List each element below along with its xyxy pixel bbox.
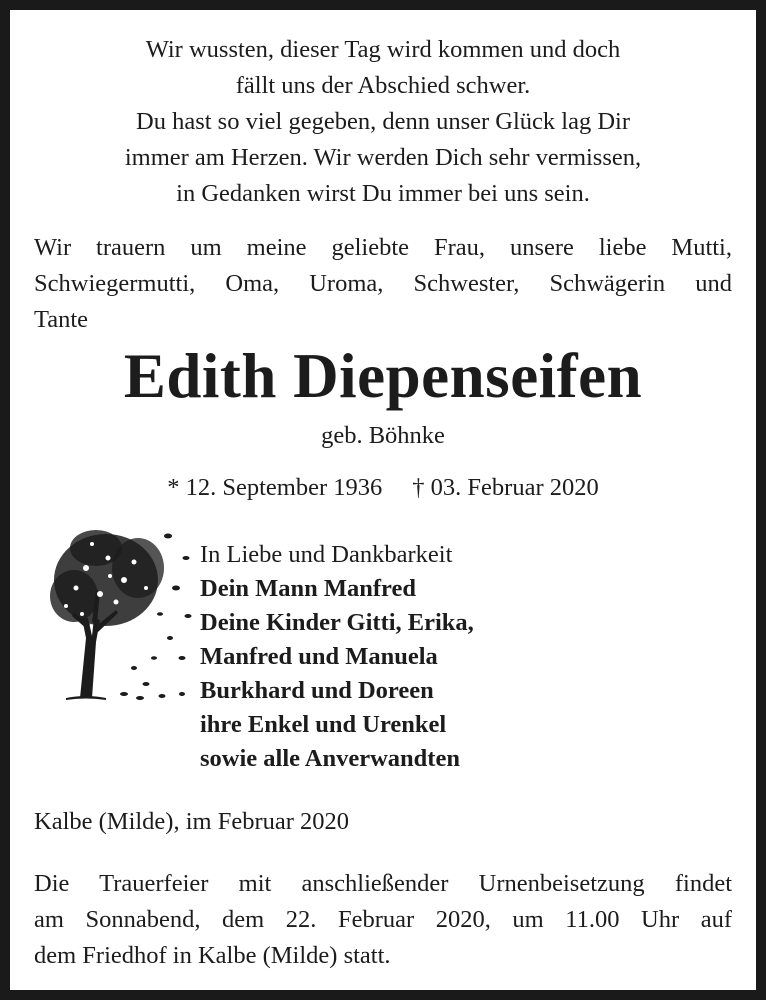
death-date: † 03. Februar 2020	[412, 474, 599, 501]
ceremony-line: am Sonnabend, dem 22. Februar 2020, um 11.00 Uhr auf	[34, 906, 732, 933]
mourner-line: Dein Mann Manfred	[200, 575, 416, 602]
ceremony-line: Die Trauerfeier mit anschließender Urnenbeisetzung findet	[34, 870, 732, 897]
poem-line: Wir wussten, dieser Tag wird kommen und doch	[145, 36, 621, 63]
intro-line: Wir trauern um meine geliebte Frau, unsere liebe Mutti,	[34, 234, 732, 261]
ceremony-line: dem Friedhof in Kalbe (Milde) statt.	[34, 942, 391, 969]
intro-line: Tante	[34, 306, 89, 333]
memorial-poem	[10, 32, 756, 212]
mourning-intro	[34, 230, 732, 338]
place-and-date: Kalbe (Milde), im Februar 2020	[34, 808, 350, 835]
obituary-notice	[10, 10, 756, 990]
mourner-line: Deine Kinder Gitti, Erika,	[200, 609, 474, 636]
mourner-line: sowie alle Anverwandten	[200, 745, 460, 772]
funeral-ceremony-info	[34, 866, 732, 974]
mourners-list	[200, 538, 720, 776]
mourner-line: ihre Enkel und Urenkel	[200, 711, 447, 738]
poem-line: in Gedanken wirst Du immer bei uns sein.	[176, 180, 590, 207]
mourner-line: Manfred und Manuela	[200, 643, 438, 670]
intro-line: Schwiegermutti, Oma, Uroma, Schwester, Schwägerin und	[34, 270, 732, 297]
poem-line: fällt uns der Abschied schwer.	[235, 72, 531, 99]
mourner-line: Burkhard und Doreen	[200, 677, 434, 704]
tree-with-falling-leaves-icon	[36, 518, 196, 708]
mourners-intro: In Liebe und Dankbarkeit	[200, 541, 453, 568]
poem-line: immer am Herzen. Wir werden Dich sehr vermissen,	[124, 144, 642, 171]
life-dates	[10, 470, 756, 506]
deceased-name: Edith Diepenseifen	[123, 341, 643, 411]
birth-date: * 12. September 1936	[167, 474, 383, 501]
maiden-name: geb. Böhnke	[321, 422, 445, 449]
poem-line: Du hast so viel gegeben, denn unser Glück lag Dir	[136, 108, 630, 135]
